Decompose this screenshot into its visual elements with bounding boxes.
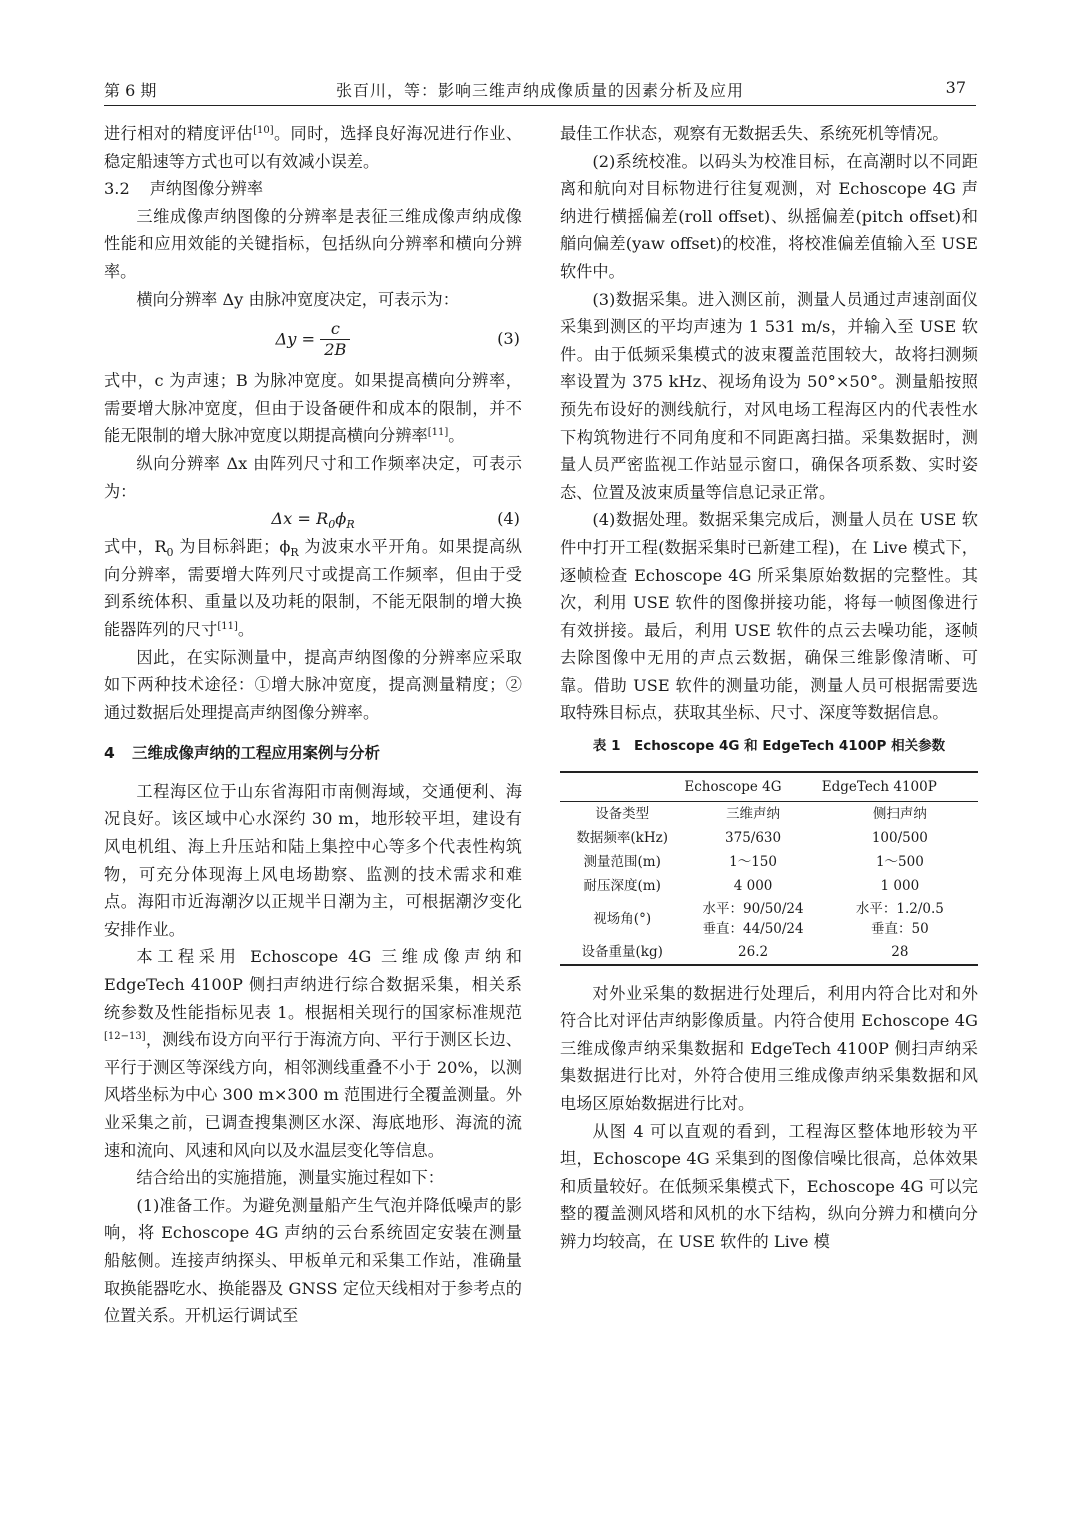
paragraph: 最佳工作状态，观察有无数据丢失、系统死机等情况。 [560, 124, 949, 143]
table-header-row [560, 772, 978, 802]
paragraph: 工程海区位于山东省海阳市南侧海域，交通便利、海况良好。该区域中心水深约 30 m，地形较平坦，建设有风电机组、海上升压站和陆上集控中心等多个代表性构筑物，可充分体现海上风电场勘察、监测的技术需求和难点。海阳市近海潮汐以正规半日潮为主，可根据潮汐变化安排作业。 [104, 781, 522, 939]
equation-3 [104, 313, 522, 367]
equation-number: (3) [497, 329, 520, 349]
table-caption: 表 1 Echoscope 4G 和 EdgeTech 4100P 相关参数 [592, 738, 946, 755]
table-header [560, 772, 684, 802]
paragraph: 式中，$R_0$ 为目标斜距；$\phi_R$ 为波束水平开角。如果提高纵向分辨率，需要增大阵列尺寸或提高工作频率，但由于受到系统体积、重量以及功耗的限制，不能无限制的增大换能器阵列的尺寸[11]。 [104, 537, 522, 639]
paragraph: (4)数据处理。数据采集完成后，测量人员在 USE 软件中打开工程(数据采集时已新建工程)，在 Live 模式下，逐帧检查 Echoscope 4G 所采集原始数据的完整性。其次，利用 USE 软件的图像拼接功能，将每一帧图像进行有效拼接。最后，利用 USE 软件的点云去噪功能，逐帧去除图像中无用的声点云数据，确保三维影像清晰、可靠。借助 USE 软件的测量功能，测量人员可根据需要选取特殊目标点，获取其坐标、尺寸、深度等数据信息。 [560, 510, 978, 723]
issue-number: 第 6 期 [104, 81, 157, 100]
paragraph: 结合给出的实施措施，测量实施过程如下： [136, 1168, 444, 1188]
parameter-table [560, 771, 978, 966]
citation: [11] [427, 427, 449, 439]
equation-lhs: Δy = [275, 329, 316, 349]
table-header: Echoscope 4G [684, 778, 782, 795]
table-header: EdgeTech 4100P [821, 778, 937, 795]
running-title: 张百川，等：影响三维声纳成像质量的因素分析及应用 [335, 81, 744, 100]
left-column [104, 120, 522, 1330]
page-number: 37 [945, 78, 966, 97]
paragraph: (1)准备工作。为避免测量船产生气泡并降低噪声的影响，将 Echoscope 4G 声纳的云台系统固定安装在测量船舷侧。连接声纳探头、甲板单元和采集工作站，准确量取换能器吃水、换能器及 GNSS 定位天线相对于参考点的位置关系。开机运行调试至 [104, 1195, 522, 1326]
equation-number: (4) [497, 509, 520, 529]
table-row: 耐压深度(m) 4 000 1 000 [583, 877, 920, 894]
table-row: 视场角(°) 水平：90/50/24 垂直：44/50/24 水平：1.2/0.5 垂直：50 [593, 900, 944, 937]
paragraph: 进行相对的精度评估[10]。同时，选择良好海况进行作业、稳定船速等方式也可以有效减小误差。 [104, 124, 523, 171]
fraction: $\frac{c}{2B}$ [320, 319, 350, 360]
table-row: 数据频率(kHz) 375/630 100/500 [576, 829, 928, 846]
section-title: 三维成像声纳的工程应用案例与分析 [132, 744, 381, 763]
table-row: 测量范围(m) 1～150 1～500 [583, 853, 924, 870]
table-row: 设备重量(kg) 26.2 28 [560, 940, 978, 965]
paragraph: 本工程采用 Echoscope 4G 三维成像声纳和 EdgeTech 4100P 侧扫声纳进行综合数据采集，相关系统参数及性能指标见表 1。根据相关现行的国家标准规范[12−13]，测线布设方向平行于海流方向、平行于测区长边、平行于测区等深线方向，相邻测线重叠不小于 20%，以测风塔坐标为中心 300 m×300 m 范围进行全覆盖测量。外业采集之前，已调查搜集测区水深、海底地形、海流的流速和流向、风速和风向以及水温层变化等信息。 [104, 947, 523, 1160]
right-column [560, 120, 978, 1256]
section-heading-4 [104, 740, 522, 768]
paragraph: 对外业采集的数据进行处理后，利用内符合比对和外符合比对评估声纳影像质量。内符合使用 Echoscope 4G 三维成像声纳采集数据和 EdgeTech 4100P 侧扫声纳采集数据进行比对，外符合使用三维成像声纳采集数据和风电场区原始数据进行比对。 [560, 983, 978, 1114]
paragraph: (3)数据采集。进入测区前，测量人员通过声速剖面仪采集到测区的平均声速为 1 531 m/s，并输入至 USE 软件。由于低频采集模式的波束覆盖范围较大，故将扫测频率设置为 375 kHz、视场角设为 50°×50°。测量船按照预先布设好的测线航行，对风电场工程海区内的代表性水下构筑物进行不同角度和不同距离扫描。采集数据时，测量人员严密监视工作站显示窗口，确保各项系数、实时姿态、位置及波束质量等信息记录正常。 [560, 289, 978, 502]
table-row: 设备类型 三维声纳 侧扫声纳 [595, 805, 927, 822]
header-rule [104, 105, 976, 106]
paragraph: 式中，c 为声速；B 为脉冲宽度。如果提高横向分辨率，需要增大脉冲宽度，但由于设备硬件和成本的限制，并不能无限制的增大脉冲宽度以期提高横向分辨率[11]。 [104, 371, 522, 446]
paragraph: 纵向分辨率 Δx 由阵列尺寸和工作频率决定，可表示为： [104, 453, 522, 501]
citation: [10] [253, 125, 274, 136]
paragraph: 从图 4 可以直观的看到，工程海区整体地形较为平坦，Echoscope 4G 采集到的图像信噪比很高，总体效果和质量较好。在低频采集模式下，Echoscope 4G 可以完整的覆盖测风塔和风机的水下结构，纵向分辨力和横向分辨力均较高，在 USE 软件的 Live 模 [560, 1121, 978, 1251]
citation: [12−13] [104, 1031, 146, 1043]
paragraph: 因此，在实际测量中，提高声纳图像的分辨率应采取如下两种技术途径：①增大脉冲宽度，提高测量精度；②通过数据后处理提高声纳图像分辨率。 [104, 647, 522, 722]
paragraph: (2)系统校准。以码头为校准目标，在高潮时以不同距离和航向对目标物进行往复观测，对 Echoscope 4G 声纳进行横摇偏差(roll offset)、纵摇偏差(pitch offset)和艏向偏差(yaw offset)的校准，将校准偏差值输入至 USE 软件中。 [560, 151, 978, 281]
paragraph: 横向分辨率 Δy 由脉冲宽度决定，可表示为： [136, 289, 459, 309]
citation: [11] [217, 620, 238, 632]
section-number: 3.2 [104, 179, 130, 199]
section-number: 4 [104, 744, 115, 763]
equation-4: $\Delta x = R_0\phi_R$ (4) [104, 505, 522, 533]
paragraph: 三维成像声纳图像的分辨率是表征三维成像声纳成像性能和应用效能的关键指标，包括纵向分辨率和横向分辨率。 [104, 206, 522, 281]
section-title: 声纳图像分辨率 [149, 179, 264, 199]
section-heading-3-2 [104, 175, 522, 203]
running-header [104, 70, 976, 104]
